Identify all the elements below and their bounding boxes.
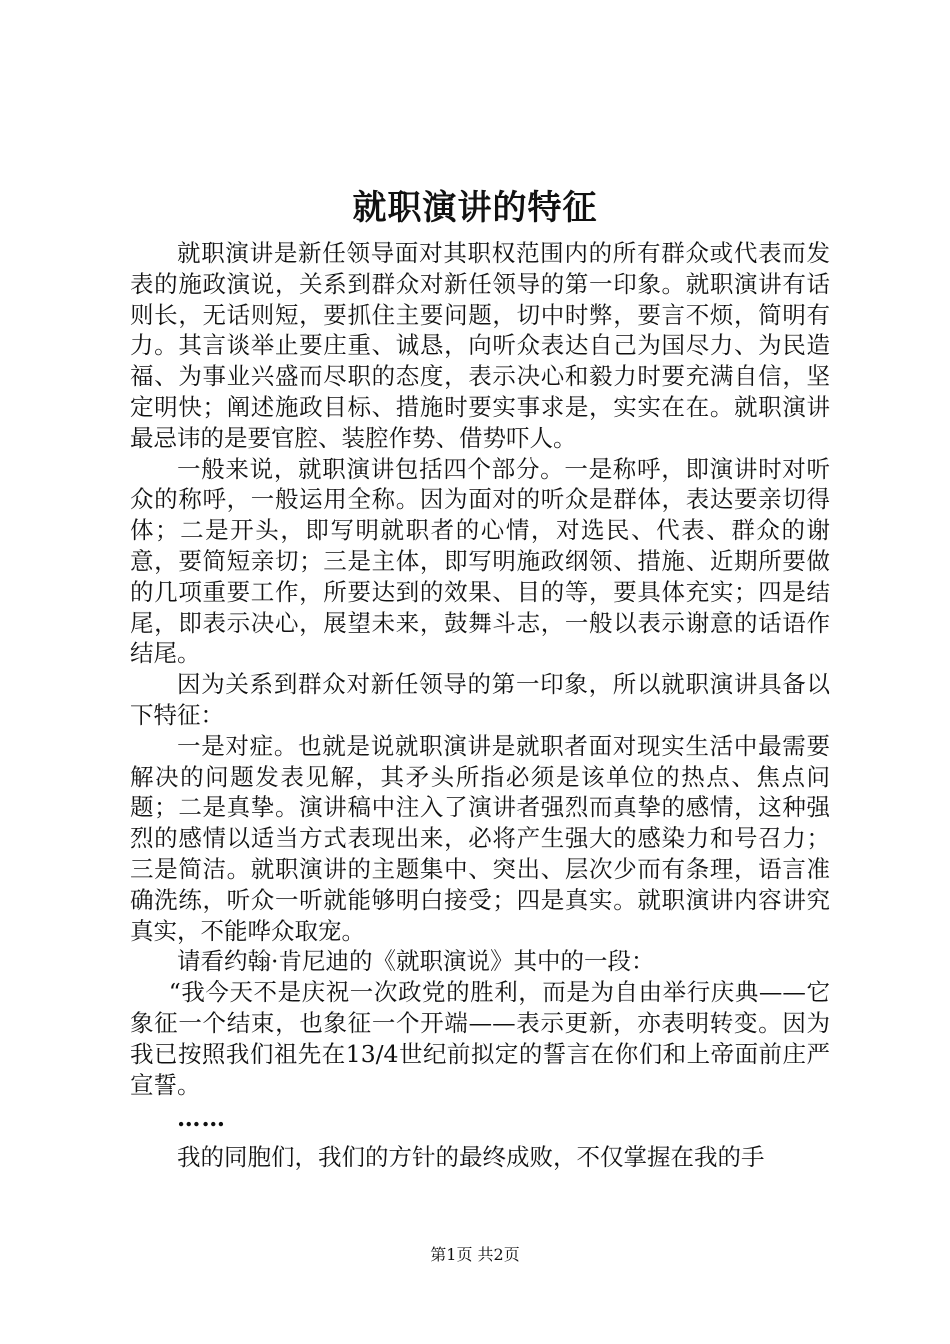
paragraph-continuation: 我的同胞们，我们的方针的最终成败，不仅掌握在我的手	[177, 1143, 765, 1172]
page-footer: 第1页 共2页	[430, 1245, 520, 1264]
paragraph-structure: 一般来说，就职演讲包括四个部分。一是称呼，即演讲时对听众的称呼，一般运用全称。因为面对的听众是群体，表达要亲切得体；二是开头，即写明就职者的心情，对选民、代表、群众的谢意，要简短亲切；三是主体，即写明施政纲领、措施、近期所要做的几项重要工作，所要达到的效果、目的等，要具体充实；四是结尾，即表示决心，展望未来，鼓舞斗志，一般以表示谢意的话语作结尾。	[130, 454, 830, 668]
ellipsis: ……	[177, 1104, 226, 1133]
paragraph-features-intro: 因为关系到群众对新任领导的第一印象，所以就职演讲具备以下特征：	[130, 670, 830, 729]
document-body	[130, 238, 830, 1173]
paragraph-example-intro: 请看约翰·肯尼迪的《就职演说》其中的一段：	[177, 947, 655, 976]
paragraph-features: 一是对症。也就是说就职演讲是就职者面对现实生活中最需要解决的问题发表见解，其矛头所指必须是该单位的热点、焦点问题；二是真挚。演讲稿中注入了演讲者强烈而真挚的感情，这种强烈的感情以适当方式表现出来，必将产生强大的感染力和号召力；三是简洁。就职演讲的主题集中、突出、层次少而有条理，语言准确洗练，听众一听就能够明白接受；四是真实。就职演讲内容讲究真实，不能哗众取宠。	[130, 731, 830, 945]
document-title: 就职演讲的特征	[352, 188, 598, 228]
paragraph-quote: “我今天不是庆祝一次政党的胜利，而是为自由举行庆典——它象征一个结束，也象征一个开端——表示更新，亦表明转变。因为我已按照我们祖先在13/4世纪前拟定的誓言在你们和上帝面前庄严宣誓。	[130, 978, 830, 1099]
paragraph-definition: 就职演讲是新任领导面对其职权范围内的所有群众或代表而发表的施政演说，关系到群众对新任领导的第一印象。就职演讲有话则长，无话则短，要抓住主要问题，切中时弊，要言不烦，简明有力。其言谈举止要庄重、诚恳，向听众表达自己为国尽力、为民造福、为事业兴盛而尽职的态度，表示决心和毅力时要充满自信，坚定明快；阐述施政目标、措施时要实事求是，实实在在。就职演讲最忌讳的是要官腔、装腔作势、借势吓人。	[130, 239, 830, 452]
